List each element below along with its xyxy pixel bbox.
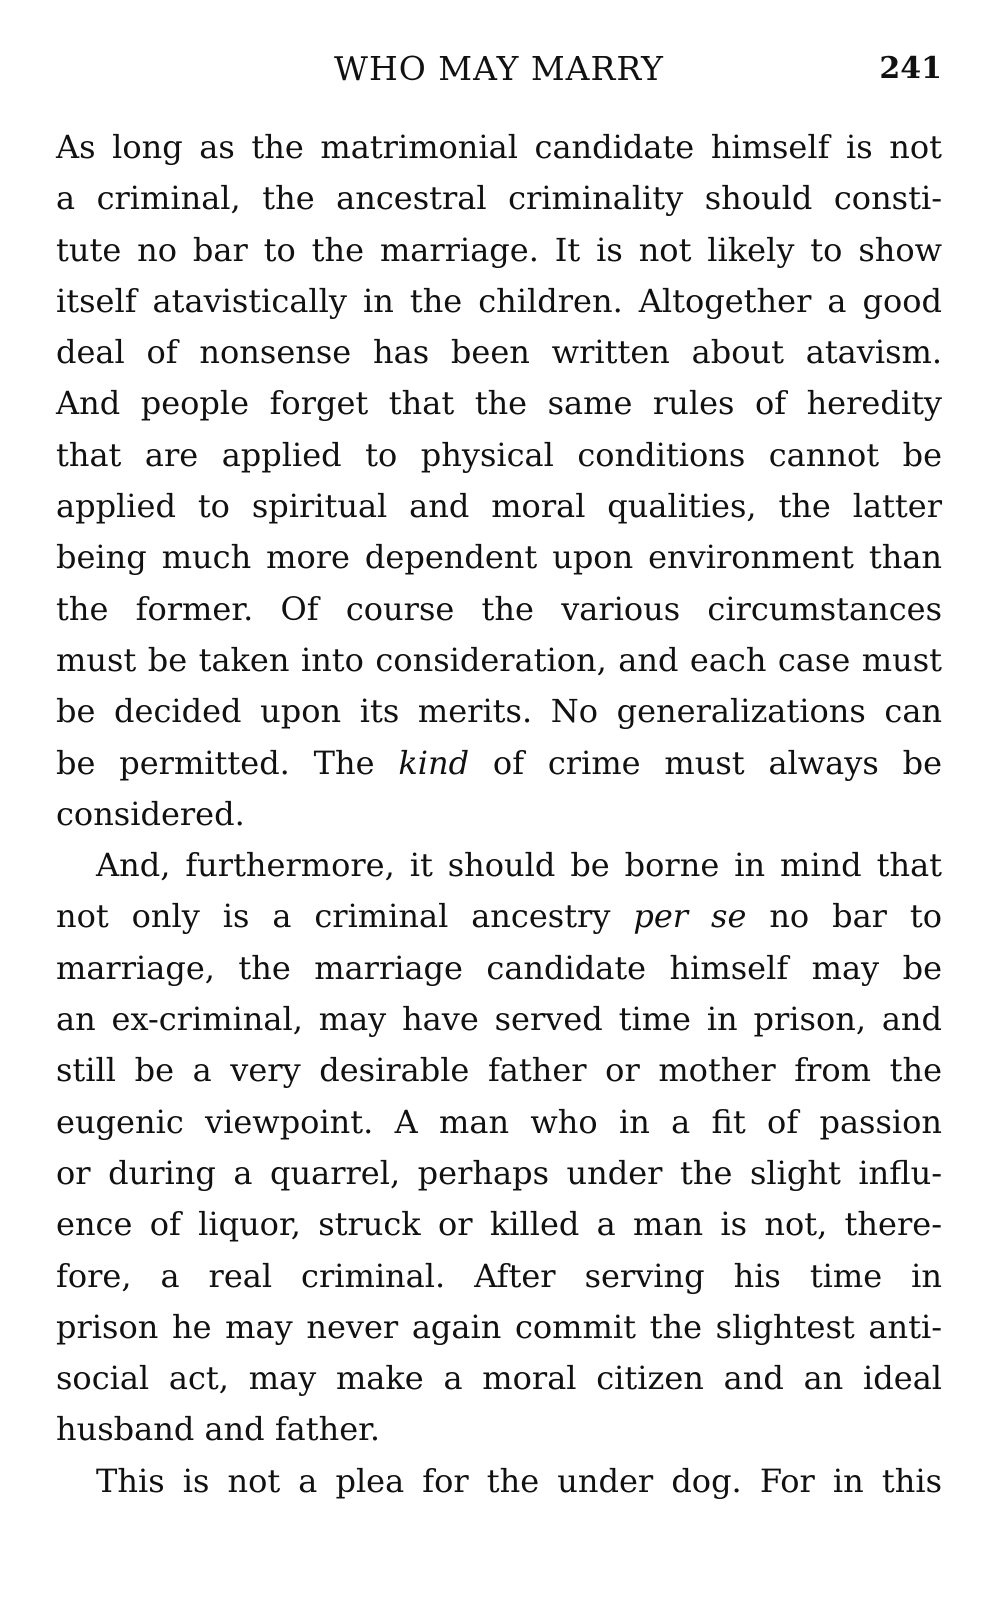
text-line: ence of liquor, struck or killed a man is not, there- (56, 1205, 942, 1244)
text-segment: of crime must always be (469, 743, 943, 782)
paragraph-2 (56, 840, 942, 1456)
text-line: the former. Of course the various circumstances (56, 589, 942, 628)
paragraph-1 (56, 122, 942, 840)
text-line: And, furthermore, it should be borne in mind that (96, 846, 942, 885)
text-line: an ex-criminal, may have served time in prison, and (56, 1000, 942, 1039)
text-line (56, 891, 942, 942)
text-segment: no bar to (746, 897, 943, 936)
text-line: applied to spiritual and moral qualities, the latter (56, 487, 942, 526)
text-line: social act, may make a moral citizen and an ideal (56, 1359, 942, 1398)
text-line: deal of nonsense has been written about atavism. (56, 333, 942, 372)
text-line: itself atavistically in the children. Altogether a good (56, 281, 942, 320)
text-segment: not only is a criminal ancestry (56, 897, 634, 936)
text-line: husband and father. (56, 1410, 381, 1449)
italic-term: kind (398, 743, 470, 782)
body-text (56, 122, 942, 1507)
text-line: prison he may never again commit the slightest anti- (56, 1307, 942, 1346)
text-line: be decided upon its merits. No generalizations can (56, 692, 942, 731)
text-line: or during a quarrel, perhaps under the slight influ- (56, 1153, 942, 1192)
text-line: marriage, the marriage candidate himself may be (56, 948, 942, 987)
text-line: still be a very desirable father or mother from the (56, 1051, 942, 1090)
text-line: tute no bar to the marriage. It is not likely to show (56, 230, 942, 269)
text-line: considered. (56, 794, 245, 833)
italic-term: per se (633, 897, 747, 936)
text-line: eugenic viewpoint. A man who in a fit of passion (56, 1102, 942, 1141)
text-line: that are applied to physical conditions cannot be (56, 435, 942, 474)
running-title: WHO MAY MARRY (334, 49, 664, 88)
text-segment: be permitted. The (56, 743, 399, 782)
text-line: a criminal, the ancestral criminality should consti- (56, 179, 942, 218)
text-line: must be taken into consideration, and each case must (56, 640, 942, 679)
paragraph-3 (56, 1456, 942, 1507)
text-line: This is not a plea for the under dog. For in this (96, 1461, 942, 1500)
text-line: As long as the matrimonial candidate himself is not (56, 128, 942, 166)
page-number: 241 (879, 51, 942, 86)
text-line: being much more dependent upon environment than (56, 538, 942, 577)
page-header (56, 44, 942, 94)
text-line: And people forget that the same rules of heredity (56, 384, 942, 423)
text-line (56, 738, 942, 789)
text-line: fore, a real criminal. After serving his time in (56, 1256, 942, 1295)
